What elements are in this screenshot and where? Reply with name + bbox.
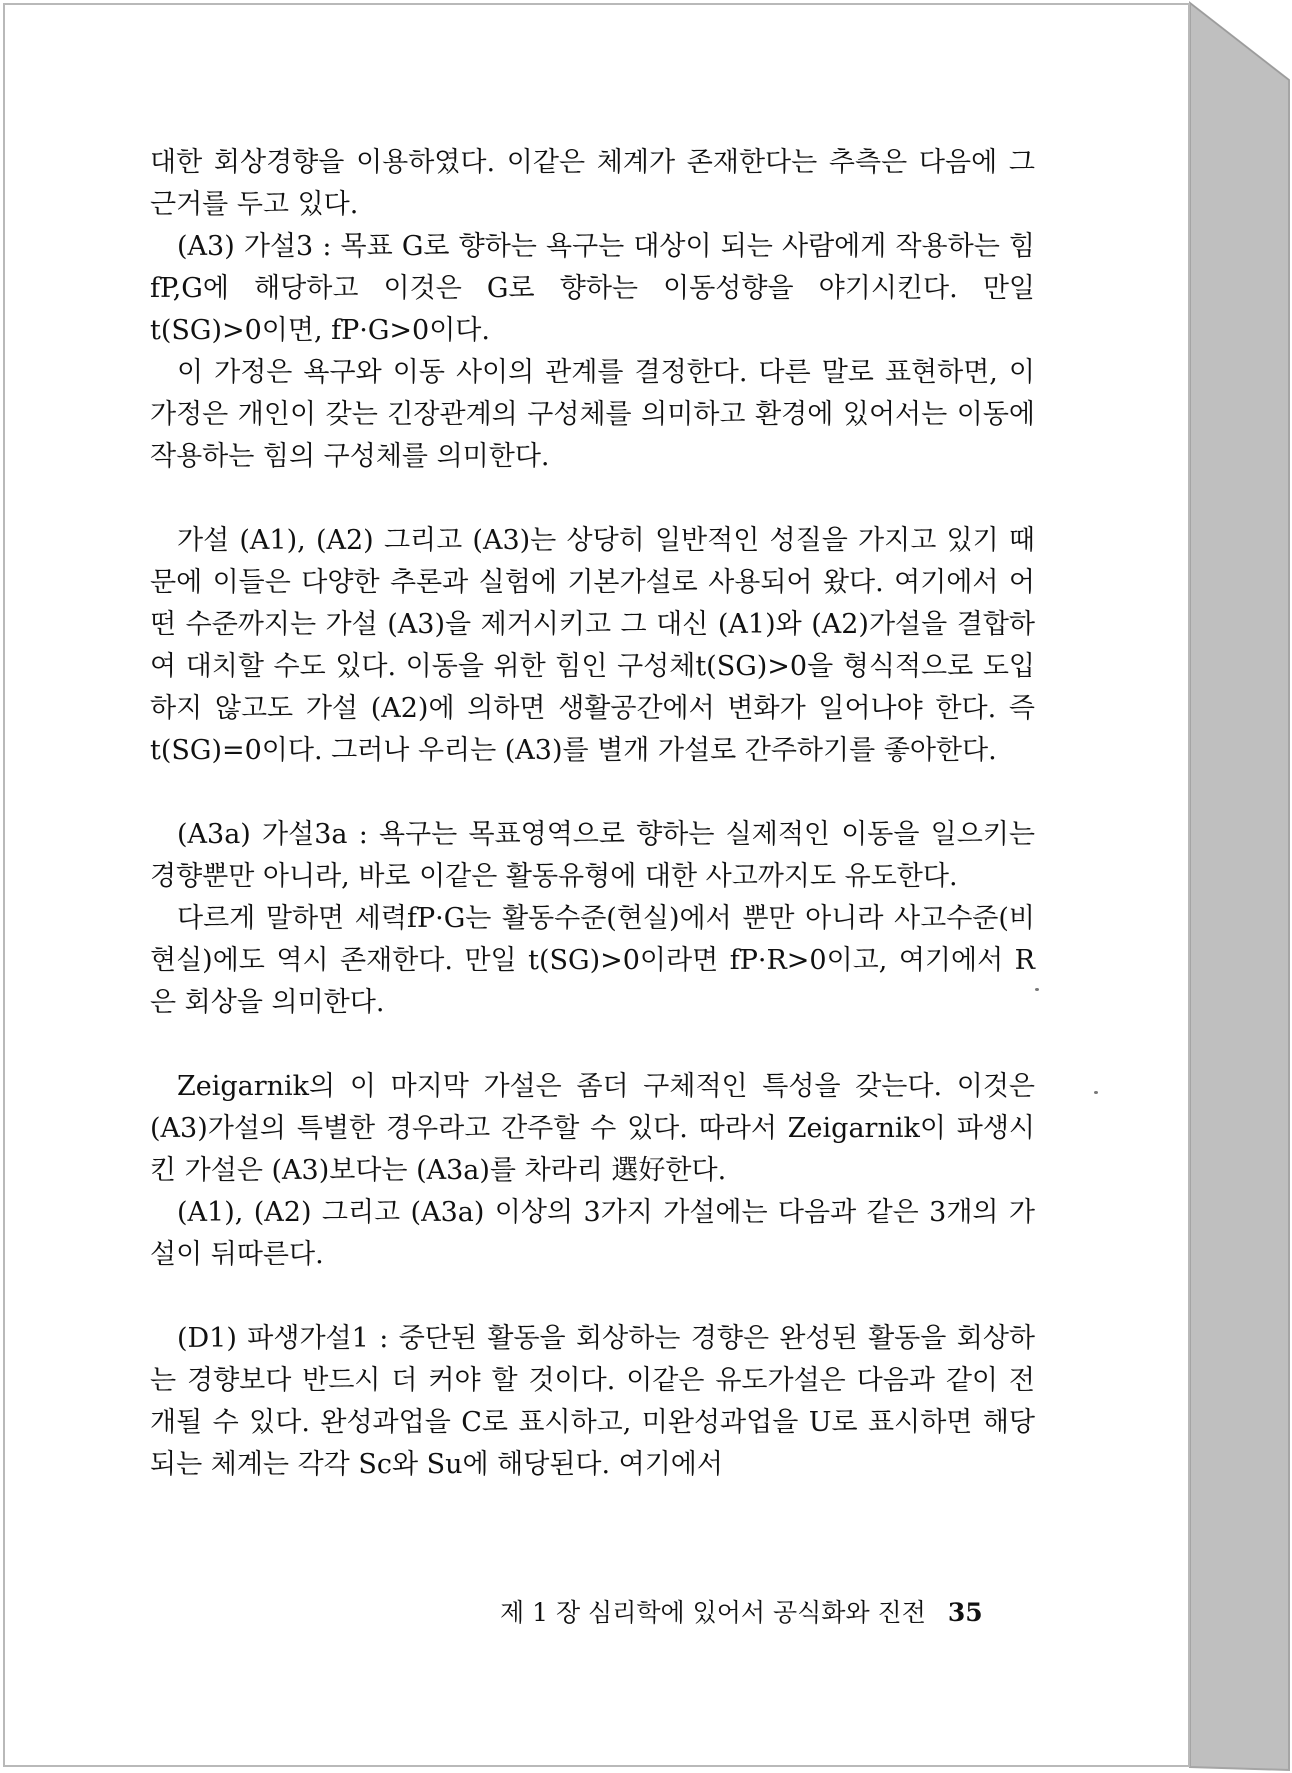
paragraph-hypothesis-a3a: (A3a) 가설3a : 욕구는 목표영역으로 향하는 실제적인 이동을 일으키는 경향뿐만 아니라, 바로 이같은 활동유형에 대한 사고까지도 유도한다.: [150, 819, 1035, 892]
paragraph-hypothesis-a3: (A3) 가설3 : 목표 G로 향하는 욕구는 대상이 되는 사람에게 작용하는 힘 fP,G에 해당하고 이것은 G로 향하는 이동성향을 야기시킨다. 만일 t(SG)>0이면, fP·G>0이다.: [150, 231, 1035, 346]
scan-speck: [1035, 988, 1039, 991]
page-footer: [500, 1597, 1020, 1629]
scan-speck: [1094, 1091, 1098, 1094]
paragraph-8: (A1), (A2) 그리고 (A3a) 이상의 3가지 가설에는 다음과 같은 3개의 가설이 뒤따른다.: [150, 1197, 1035, 1270]
paragraph-1: 대한 회상경향을 이용하였다. 이같은 체계가 존재한다는 추측은 다음에 그 근거를 두고 있다.: [150, 147, 1035, 220]
page-edge-shadow: [1190, 3, 1289, 1770]
running-footer-chapter: 제 1 장 심리학에 있어서 공식화와 진전: [500, 1598, 926, 1627]
paragraph-7: Zeigarnik의 이 마지막 가설은 좀더 구체적인 특성을 갖는다. 이것은 (A3)가설의 특별한 경우라고 간주할 수 있다. 따라서 Zeigarnik이 파생시킨 가설은 (A3)보다는 (A3a)를 차라리 選好한다.: [150, 1071, 1035, 1186]
body-text: [150, 142, 1035, 1486]
paragraph-4: 가설 (A1), (A2) 그리고 (A3)는 상당히 일반적인 성질을 가지고 있기 때문에 이들은 다양한 추론과 실험에 기본가설로 사용되어 왔다. 여기에서 어떤 수준까지는 가설 (A3)을 제거시키고 그 대신 (A1)와 (A2)가설을 결합하여 대치할 수도 있다. 이동을 위한 힘인 구성체t(SG)>0을 형식적으로 도입하지 않고도 가설 (A2)에 의하면 생활공간에서 변화가 일어나야 한다. 즉 t(SG)=0이다. 그러나 우리는 (A3)를 별개 가설로 간주하기를 좋아한다.: [150, 525, 1035, 766]
paragraph-derived-d1: (D1) 파생가설1 : 중단된 활동을 회상하는 경향은 완성된 활동을 회상하는 경향보다 반드시 더 커야 할 것이다. 이같은 유도가설은 다음과 같이 전개될 수 있다. 완성과업을 C로 표시하고, 미완성과업을 U로 표시하면 해당되는 체계는 각각 Sc와 Su에 해당된다. 여기에서: [150, 1323, 1035, 1480]
paragraph-3: 이 가정은 욕구와 이동 사이의 관계를 결정한다. 다른 말로 표현하면, 이 가정은 개인이 갖는 긴장관계의 구성체를 의미하고 환경에 있어서는 이동에 작용하는 힘의 구성체를 의미한다.: [150, 357, 1035, 472]
page-number: 35: [947, 1598, 983, 1627]
paragraph-6: 다르게 말하면 세력fP·G는 활동수준(현실)에서 뿐만 아니라 사고수준(비현실)에도 역시 존재한다. 만일 t(SG)>0이라면 fP·R>0이고, 여기에서 R은 회상을 의미한다.: [150, 903, 1035, 1018]
